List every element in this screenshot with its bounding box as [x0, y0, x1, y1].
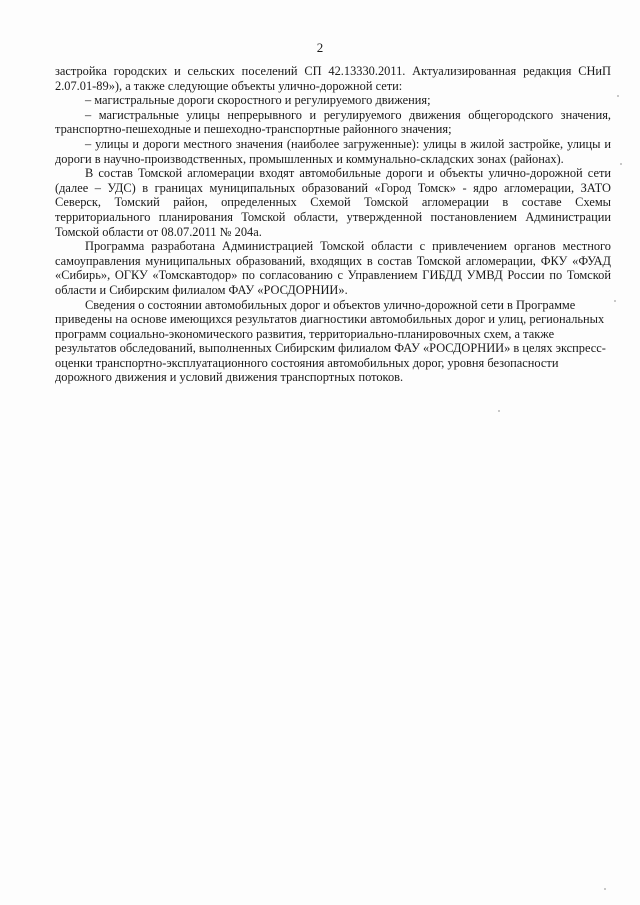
- page-number: 2: [316, 40, 324, 55]
- paragraph-continuation: застройка городских и сельских поселений СП 42.13330.2011. Актуализированная редакция СНиП 2.07.01-89»), а также следующие объекты улично-дорожной сети:: [55, 64, 611, 93]
- list-item-highways: – магистральные дороги скоростного и регулируемого движения;: [85, 93, 431, 108]
- scan-speck: [614, 300, 616, 302]
- list-item-main-streets: – магистральные улицы непрерывного и регулируемого движения общегородского значения, транспортно-пешеходные и пешеходно-транспортные районного значения;: [55, 107, 611, 137]
- paragraph-road-condition: Сведения о состоянии автомобильных дорог и объектов улично-дорожной сети в Программе приведены на основе имеющихся результатов диагностики автомобильных дорог и улиц, региональных программ социально-экономического развития, территориально-планировочных схем, а также результатов обследований, выполненных Сибирским филиалом ФАУ «РОСДОРНИИ» в целях экспресс-оценки транспортно-эксплуатационного состояния автомобильных дорог, уровня безопасности дорожного движения и условий движения транспортных потоков.: [55, 297, 606, 385]
- paragraph-program-developer: Программа разработана Администрацией Томской области с привлечением органов местного самоуправления муниципальных образований, входящих в состав Томской агломерации, ФКУ «ФУАД «Сибирь», ОГКУ «Томскавтодор» по согласованию с Управлением ГИБДД УМВД России по Томской области и Сибирским филиалом ФАУ «РОСДОРНИИ».: [55, 239, 611, 297]
- scan-speck: [617, 95, 619, 97]
- document-body: [55, 64, 611, 385]
- scan-speck: [604, 888, 606, 890]
- scan-speck: [620, 163, 622, 165]
- list-item-local-streets: – улицы и дороги местного значения (наиболее загруженные): улицы в жилой застройке, улицы и дороги в научно-производственных, промышленных и коммунально-складских зонах (районах).: [55, 136, 611, 166]
- scan-speck: [498, 410, 500, 412]
- paragraph-agglomeration: В состав Томской агломерации входят автомобильные дороги и объекты улично-дорожной сети (далее – УДС) в границах муниципальных образований «Город Томск» - ядро агломерации, ЗАТО Северск, Томский район, определенных Схемой Томской агломерации в составе Схемы территориального планирования Томской области, утвержденной постановлением Администрации Томской области от 08.07.2011 № 204а.: [55, 166, 611, 239]
